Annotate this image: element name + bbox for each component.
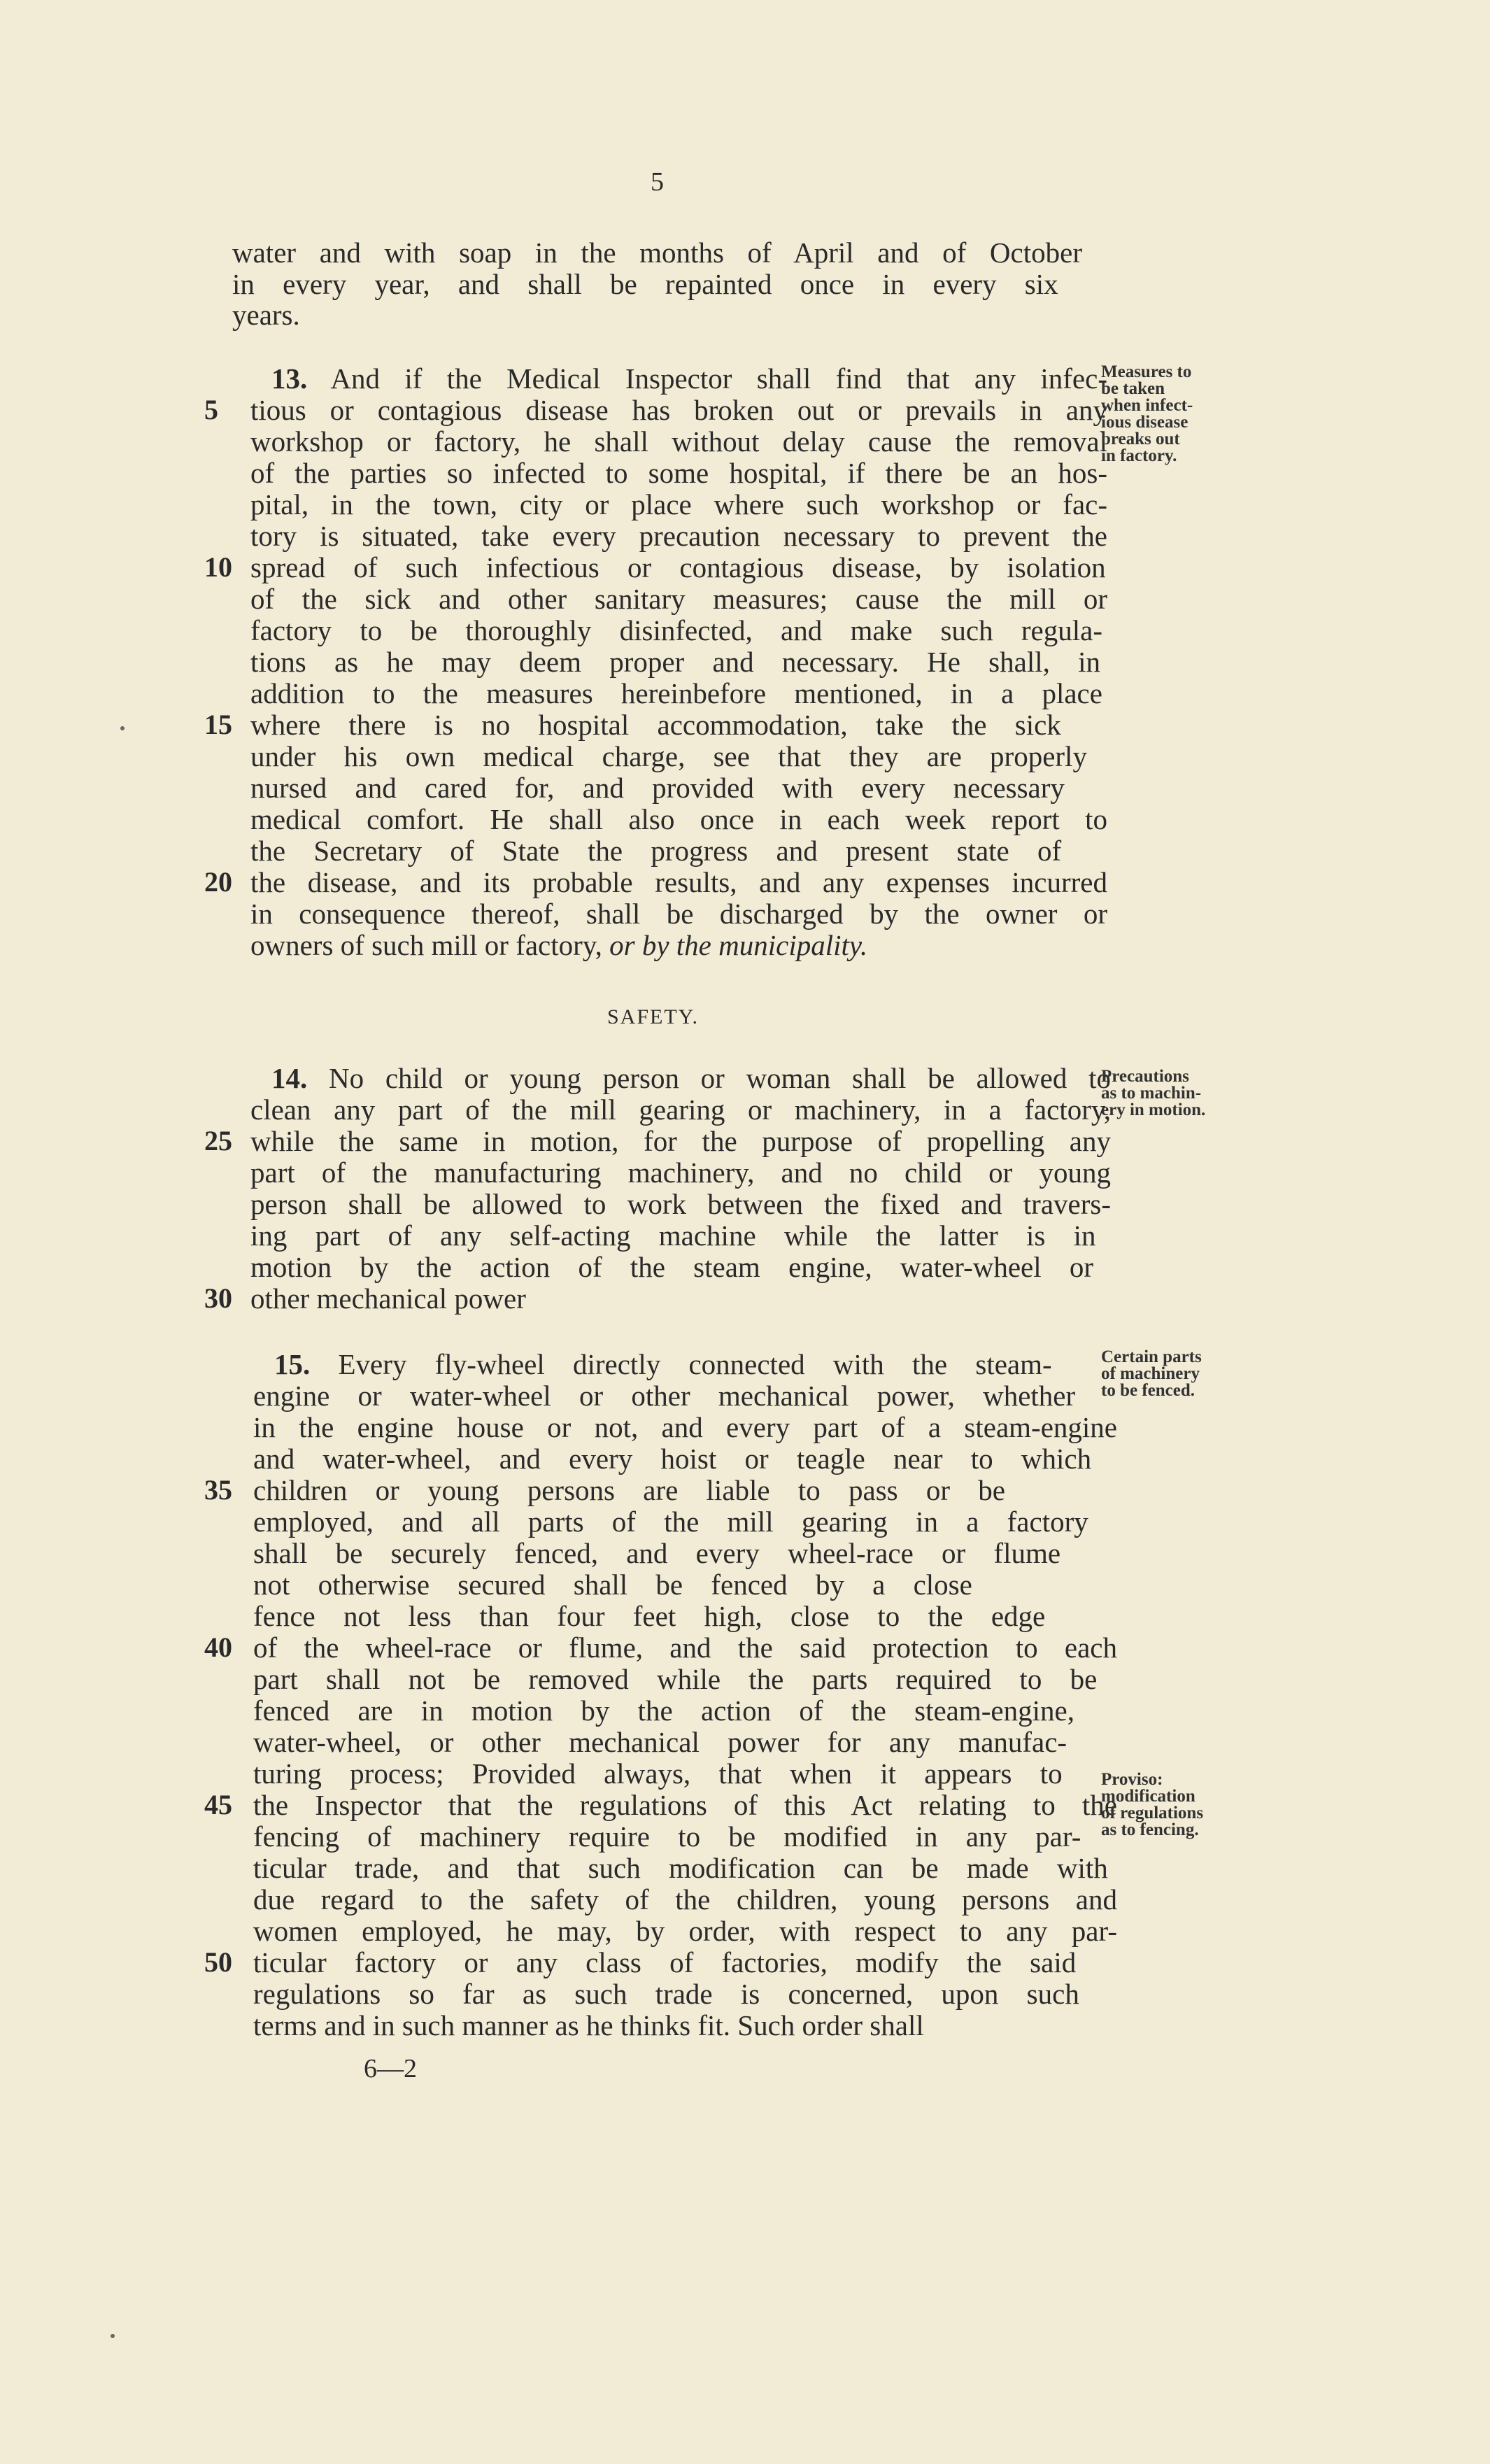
text-line bbox=[0, 299, 1490, 331]
text-line bbox=[0, 1663, 1490, 1695]
line-body: turing process; Provided always, that when it appears to bbox=[253, 1757, 1063, 1790]
line-text bbox=[250, 1282, 526, 1315]
line-text bbox=[253, 1726, 1067, 1758]
line-body: ticular trade, and that such modification can be made with bbox=[253, 1852, 1108, 1884]
text-line bbox=[0, 1600, 1490, 1632]
margin-note-line: modification bbox=[1101, 1787, 1195, 1806]
text-line bbox=[0, 1443, 1490, 1475]
margin-note-line: ery in motion. bbox=[1101, 1100, 1206, 1119]
line-body: water and with soap in the months of April and of October bbox=[232, 236, 1082, 269]
line-text bbox=[253, 1663, 1097, 1695]
line-number: 35 bbox=[204, 1474, 232, 1506]
text-line bbox=[0, 1282, 1490, 1315]
line-body: owners of such mill or factory, bbox=[250, 929, 602, 961]
text-line bbox=[0, 709, 1490, 741]
line-body: tious or contagious disease has broken out or prevails in any bbox=[250, 394, 1107, 426]
line-text bbox=[250, 709, 1061, 741]
line-body: where there is no hospital accommodation, take the sick bbox=[250, 709, 1061, 741]
line-body: part shall not be removed while the parts required to be bbox=[253, 1663, 1098, 1695]
text-line bbox=[0, 677, 1490, 709]
line-body: factory to be thoroughly disinfected, and make such regula- bbox=[250, 614, 1102, 646]
line-body: not otherwise secured shall be fenced by a close bbox=[253, 1569, 972, 1601]
text-line bbox=[0, 236, 1490, 269]
margin-note-section-14 bbox=[1101, 1068, 1248, 1119]
text-line bbox=[0, 520, 1490, 552]
text-line bbox=[0, 394, 1490, 426]
line-text bbox=[250, 740, 1087, 772]
speck-mark bbox=[120, 726, 125, 730]
margin-note-line: of regulations bbox=[1101, 1804, 1204, 1822]
text-line bbox=[0, 1820, 1490, 1853]
line-text bbox=[253, 1820, 1081, 1853]
text-line bbox=[0, 1569, 1490, 1601]
margin-note-line: breaks out bbox=[1101, 430, 1180, 448]
text-line bbox=[0, 583, 1490, 615]
line-body: the Inspector that the regulations of this Act relating to the bbox=[253, 1789, 1117, 1821]
line-text bbox=[250, 520, 1107, 552]
line-body: employed, and all parts of the mill gearing in a factory bbox=[253, 1506, 1088, 1538]
line-text bbox=[253, 1915, 1117, 1947]
italic-amendment: or by the municipality. bbox=[602, 929, 868, 961]
line-body: other mechanical power bbox=[250, 1282, 526, 1315]
line-number: 20 bbox=[204, 866, 232, 898]
text-line bbox=[0, 1348, 1490, 1383]
text-line bbox=[0, 1506, 1490, 1538]
line-text bbox=[253, 1443, 1091, 1475]
line-text bbox=[250, 425, 1107, 458]
line-text bbox=[253, 1569, 972, 1601]
line-body: while the same in motion, for the purpose of propelling any bbox=[250, 1125, 1111, 1157]
line-body: in every year, and shall be repainted once in every six bbox=[232, 268, 1058, 300]
speck-mark bbox=[111, 2334, 115, 2338]
line-text bbox=[250, 614, 1102, 646]
line-body: engine or water-wheel or other mechanical power, whether bbox=[253, 1380, 1076, 1412]
line-text bbox=[253, 1789, 1117, 1821]
text-line bbox=[0, 551, 1490, 583]
line-text bbox=[250, 929, 867, 961]
line-body: motion by the action of the steam engine, water-wheel or bbox=[250, 1251, 1094, 1283]
line-text bbox=[250, 772, 1065, 804]
text-line bbox=[0, 488, 1490, 521]
margin-note-section-15 bbox=[1101, 1349, 1248, 1399]
text-line bbox=[0, 457, 1490, 489]
line-body: due regard to the safety of the children, young persons and bbox=[253, 1883, 1117, 1916]
line-body: ticular factory or any class of factories, modify the said bbox=[253, 1946, 1077, 1978]
text-line bbox=[0, 425, 1490, 458]
text-line bbox=[0, 1757, 1490, 1790]
line-body: nursed and cared for, and provided with every necessary bbox=[250, 772, 1065, 804]
line-number: 40 bbox=[204, 1631, 232, 1663]
text-line bbox=[0, 1474, 1490, 1506]
line-text bbox=[253, 1600, 1045, 1632]
line-body: tory is situated, take every precaution necessary to prevent the bbox=[250, 520, 1107, 552]
margin-note-section-13 bbox=[1101, 364, 1248, 465]
text-line bbox=[0, 1251, 1490, 1283]
text-line bbox=[0, 2009, 1490, 2041]
line-body: women employed, he may, by order, with respect to any par- bbox=[253, 1915, 1117, 1947]
line-body: part of the manufacturing machinery, and no child or young bbox=[250, 1156, 1111, 1189]
line-number: 30 bbox=[204, 1282, 232, 1314]
line-body: water-wheel, or other mechanical power for any manufac- bbox=[253, 1726, 1067, 1758]
margin-note-line: Certain parts bbox=[1101, 1347, 1202, 1366]
line-text bbox=[253, 1883, 1117, 1916]
line-number: 25 bbox=[204, 1125, 232, 1156]
line-text bbox=[250, 394, 1107, 426]
section-number: 13. bbox=[271, 362, 308, 395]
section-heading-safety: SAFETY. bbox=[607, 1005, 699, 1028]
line-body: workshop or factory, he shall without delay cause the removal bbox=[250, 425, 1107, 458]
margin-note-line: when infect- bbox=[1101, 396, 1193, 415]
line-text bbox=[250, 898, 1107, 930]
text-line bbox=[0, 1631, 1490, 1664]
margin-note-line: Measures to bbox=[1101, 362, 1192, 381]
line-body: ing part of any self-acting machine while the latter is in bbox=[250, 1219, 1096, 1252]
line-text bbox=[250, 646, 1100, 678]
text-line bbox=[0, 1726, 1490, 1758]
line-text bbox=[250, 1093, 1111, 1126]
line-text bbox=[253, 1506, 1088, 1538]
line-number: 5 bbox=[204, 394, 218, 425]
line-text bbox=[253, 1946, 1076, 1978]
line-body: addition to the measures hereinbefore mentioned, in a place bbox=[250, 677, 1102, 709]
line-body: tions as he may deem proper and necessary. He shall, in bbox=[250, 646, 1100, 678]
margin-note-line: be taken bbox=[1101, 379, 1165, 398]
margin-note-line: ious disease bbox=[1101, 413, 1189, 432]
line-body: shall be securely fenced, and every wheel-race or flume bbox=[253, 1537, 1061, 1569]
section-number: 15. bbox=[274, 1348, 311, 1380]
line-body: Every fly-wheel directly connected with the steam- bbox=[310, 1348, 1052, 1380]
margin-note-line: as to fencing. bbox=[1101, 1820, 1199, 1839]
line-text bbox=[250, 803, 1107, 835]
line-body: pital, in the town, city or place where such workshop or fac- bbox=[250, 488, 1107, 521]
line-text bbox=[250, 488, 1107, 521]
margin-note-line: in factory. bbox=[1101, 446, 1177, 465]
line-text bbox=[253, 1380, 1075, 1412]
line-body: under his own medical charge, see that they are properly bbox=[250, 740, 1087, 772]
line-number: 45 bbox=[204, 1789, 232, 1820]
text-line bbox=[0, 1694, 1490, 1727]
text-line bbox=[0, 1125, 1490, 1157]
line-text bbox=[271, 362, 1107, 395]
margin-note-line: to be fenced. bbox=[1101, 1381, 1195, 1400]
line-text bbox=[274, 1348, 1052, 1380]
text-line bbox=[0, 1156, 1490, 1189]
line-body: of the sick and other sanitary measures; cause the mill or bbox=[250, 583, 1107, 615]
text-line bbox=[0, 1915, 1490, 1947]
line-body: regulations so far as such trade is concerned, upon such bbox=[253, 1978, 1079, 2010]
line-number: 50 bbox=[204, 1946, 232, 1978]
line-text bbox=[250, 1156, 1111, 1189]
line-body: terms and in such manner as he thinks fit. Such order shall bbox=[253, 2009, 924, 2041]
line-text bbox=[250, 583, 1107, 615]
line-body: in the engine house or not, and every part of a steam-engine bbox=[253, 1411, 1117, 1443]
line-body: the disease, and its probable results, and any expenses incurred bbox=[250, 866, 1107, 898]
margin-note-line: Precautions bbox=[1101, 1067, 1189, 1086]
margin-note-line: as to machin- bbox=[1101, 1084, 1202, 1103]
line-body: medical comfort. He shall also once in each week report to bbox=[250, 803, 1107, 835]
line-text bbox=[232, 299, 300, 331]
line-text bbox=[253, 1474, 1005, 1506]
line-text bbox=[250, 835, 1061, 867]
line-body: in consequence thereof, shall be discharged by the owner or bbox=[250, 898, 1107, 930]
margin-note-line: Proviso: bbox=[1101, 1770, 1163, 1789]
text-line bbox=[0, 1062, 1490, 1094]
line-text bbox=[250, 551, 1106, 583]
line-body: children or young persons are liable to pass or be bbox=[253, 1474, 1005, 1506]
line-number: 15 bbox=[204, 709, 232, 740]
line-body: and water-wheel, and every hoist or teagle near to which bbox=[253, 1443, 1092, 1475]
line-body: of the parties so infected to some hospital, if there be an hos- bbox=[250, 457, 1107, 489]
line-text bbox=[253, 1757, 1063, 1790]
text-line bbox=[0, 772, 1490, 804]
line-text bbox=[250, 1251, 1093, 1283]
text-line bbox=[0, 614, 1490, 646]
line-body: fenced are in motion by the action of the steam-engine, bbox=[253, 1694, 1074, 1727]
line-body: the Secretary of State the progress and present state of bbox=[250, 835, 1062, 867]
text-line bbox=[0, 1093, 1490, 1126]
line-text bbox=[250, 866, 1107, 898]
line-body: spread of such infectious or contagious disease, by isolation bbox=[250, 551, 1106, 583]
line-text bbox=[253, 1537, 1060, 1569]
text-line bbox=[0, 646, 1490, 678]
text-line bbox=[0, 1978, 1490, 2010]
text-line bbox=[0, 1219, 1490, 1252]
line-text bbox=[232, 236, 1082, 269]
text-line bbox=[0, 803, 1490, 835]
text-line bbox=[0, 268, 1490, 300]
text-line bbox=[0, 1789, 1490, 1821]
line-body: fencing of machinery require to be modified in any par- bbox=[253, 1820, 1081, 1853]
section-number: 14. bbox=[271, 1062, 308, 1094]
text-line bbox=[0, 1852, 1490, 1884]
line-text bbox=[253, 1694, 1074, 1727]
line-text bbox=[271, 1062, 1111, 1094]
text-line bbox=[0, 1411, 1490, 1443]
line-body: And if the Medical Inspector shall find that any infec- bbox=[307, 362, 1107, 395]
signature-mark: 6—2 bbox=[364, 2054, 417, 2083]
line-body: clean any part of the mill gearing or machinery, in a factory, bbox=[250, 1093, 1111, 1126]
line-body: person shall be allowed to work between the fixed and travers- bbox=[250, 1188, 1111, 1220]
line-text bbox=[253, 2009, 924, 2041]
line-body: No child or young person or woman shall be allowed to bbox=[307, 1062, 1111, 1094]
text-line bbox=[0, 740, 1490, 772]
text-line bbox=[0, 929, 1490, 961]
line-number: 10 bbox=[204, 551, 232, 583]
line-body: years. bbox=[232, 299, 300, 331]
text-line bbox=[0, 1380, 1490, 1412]
line-text bbox=[232, 268, 1058, 300]
margin-note-proviso bbox=[1101, 1771, 1248, 1839]
text-line bbox=[0, 866, 1490, 898]
line-text bbox=[253, 1411, 1117, 1443]
text-line bbox=[0, 1537, 1490, 1569]
line-text bbox=[253, 1631, 1117, 1664]
line-text bbox=[250, 1219, 1096, 1252]
line-text bbox=[250, 1125, 1111, 1157]
margin-note-line: of machinery bbox=[1101, 1364, 1200, 1383]
line-text bbox=[253, 1852, 1108, 1884]
line-body: fence not less than four feet high, close to the edge bbox=[253, 1600, 1046, 1632]
line-text bbox=[250, 1188, 1111, 1220]
page-number: 5 bbox=[651, 167, 664, 197]
text-line bbox=[0, 1883, 1490, 1916]
line-text bbox=[250, 677, 1102, 709]
text-line bbox=[0, 362, 1490, 398]
text-line bbox=[0, 1946, 1490, 1978]
text-line bbox=[0, 835, 1490, 867]
line-text bbox=[253, 1978, 1079, 2010]
line-text bbox=[250, 457, 1107, 489]
text-line bbox=[0, 1188, 1490, 1220]
text-line bbox=[0, 898, 1490, 930]
line-body: of the wheel-race or flume, and the said protection to each bbox=[253, 1631, 1117, 1664]
